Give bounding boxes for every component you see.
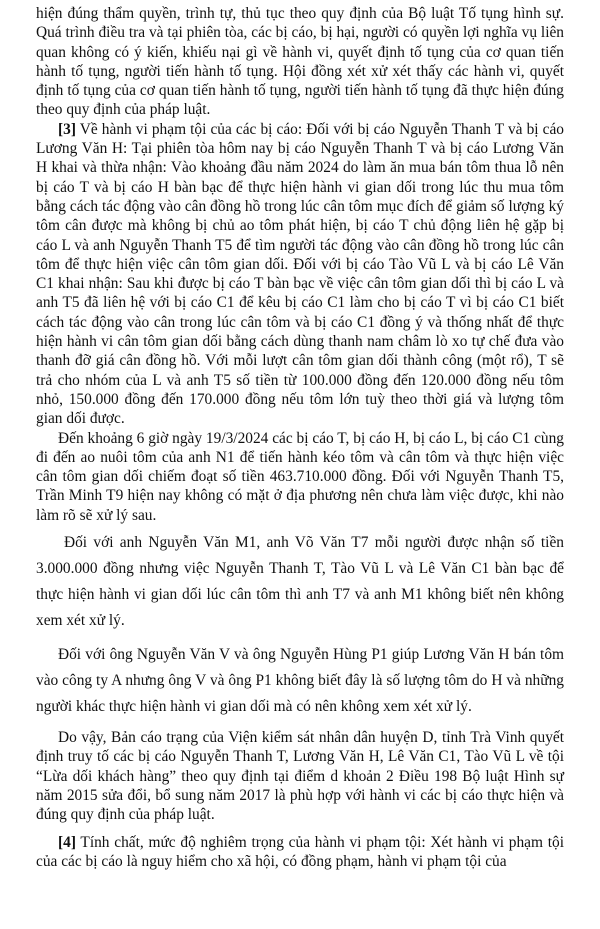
paragraph-section-4 [36,833,564,872]
paragraph-indictment: Do vậy, Bản cáo trạng của Viện kiểm sát nhân dân huyện D, tỉnh Trà Vinh quyết định truy tố các bị cáo Nguyễn Thanh T, Lương Văn H, Lê Văn C1, Tào Vũ L về tội “Lừa dối khách hàng” theo quy định tại điểm d khoản 2 Điều 198 Bộ luật Hình sự năm 2015 sửa đổi, bổ sung năm 2017 là phù hợp với hành vi các bị cáo thực hiện và đúng quy định của pháp luật. [36,729,564,824]
section-3-text: Về hành vi phạm tội của các bị cáo: Đối với bị cáo Nguyễn Thanh T và bị cáo Lương Văn H: Tại phiên tòa hôm nay bị cáo Nguyễn Thanh T và bị cáo Lương Văn H khai và thừa nhận: Vào khoảng đầu năm 2024 do làm ăn mua bán tôm thua lỗ nên bị cáo T và bị cáo H bàn bạc để thực hiện hành vi gian dối trong lúc thu mua tôm bằng cách tác động vào cân đồng hồ trong lúc cân tôm mục đích để giảm số lượng ký tôm cân được mà không bị chủ ao tôm phát hiện, bị cáo T chủ động liên hệ gặp bị cáo L và anh Nguyễn Thanh T5 để tìm người tác động vào cân đồng hồ trong lúc cân tôm để thực hiện việc cân tôm gian dối. Đối với bị cáo Tào Vũ L và bị cáo Lê Văn C1 khai nhận: Sau khi được bị cáo T bàn bạc về việc cân tôm gian dối thì bị cáo L và anh T5 đã liên hệ với bị cáo C1 để kêu bị cáo C1 làm cho bị cáo T vì bị cáo C1 biết cách tác động vào cân trong lúc cân tôm và bị cáo C1 đồng ý và thống nhất để thực hiện hành vi cân tôm gian dối bằng cách dùng thanh nam châm lò xo tự chế đưa vào thanh đỡ giá cân đồng hồ. Với mỗi lượt cân tôm gian dối thành công (một rổ), T sẽ trả cho nhóm của L và anh T5 số tiền từ 100.000 đồng đến 120.000 đồng nếu tôm nhỏ, 150.000 đồng đến 170.000 đồng nếu tôm lớn tuỳ theo thời giá và lượng tôm gian dối được. [36,120,564,428]
section-4-text: Tính chất, mức độ nghiêm trọng của hành vi phạm tội: Xét hành vi phạm tội của các bị cáo là nguy hiểm cho xã hội, có đồng phạm, hành vi phạm tội của [36,833,564,870]
paragraph-m1-t7: Đối với anh Nguyễn Văn M1, anh Võ Văn T7 mỗi người được nhận số tiền 3.000.000 đồng nhưng việc Nguyễn Thanh T, Tào Vũ L và Lê Văn C1 bàn bạc để thực hiện hành vi gian dối lúc cân tôm thì anh T7 và anh M1 không biết nên không xem xét xử lý. [36,534,564,630]
paragraph-v-p1: Đối với ông Nguyễn Văn V và ông Nguyễn Hùng P1 giúp Lương Văn H bán tôm vào công ty A nhưng ông V và ông P1 không biết đây là số lượng tôm do H và những người khác thực hiện hành vi gian dối mà có nên không xem xét xử lý. [36,646,564,716]
section-number-3: [3] [58,120,76,138]
paragraph-incident: Đến khoảng 6 giờ ngày 19/3/2024 các bị cáo T, bị cáo H, bị cáo L, bị cáo C1 cùng đi đến ao nuôi tôm của anh N1 để tiến hành kéo tôm và cân tôm và thực hiện việc cân tôm gian dối chiếm đoạt số tiền 463.710.000 đồng. Đối với Nguyễn Thanh T5, Trần Minh T9 hiện nay không có mặt ở địa phương nên chưa làm việc được, khi nào làm rõ sẽ xử lý sau. [36,429,564,524]
paragraph-procedure: hiện đúng thẩm quyền, trình tự, thủ tục theo quy định của Bộ luật Tố tụng hình sự. Quá trình điều tra và tại phiên tòa, các bị cáo, bị hại, người có quyền lợi nghĩa vụ liên quan không có ý kiến, khiếu nại gì về hành vi, quyết định tố tụng của cơ quan tiến hành tố tụng, người tiến hành tố tụng. Hội đồng xét xử xét thấy các hành vi, quyết định tố tụng của cơ quan tiến hành tố tụng, người tiến hành tố tụng đã thực hiện đúng theo quy định của pháp luật. [36,5,564,119]
paragraph-section-3 [36,120,564,429]
section-number-4: [4] [58,833,76,851]
